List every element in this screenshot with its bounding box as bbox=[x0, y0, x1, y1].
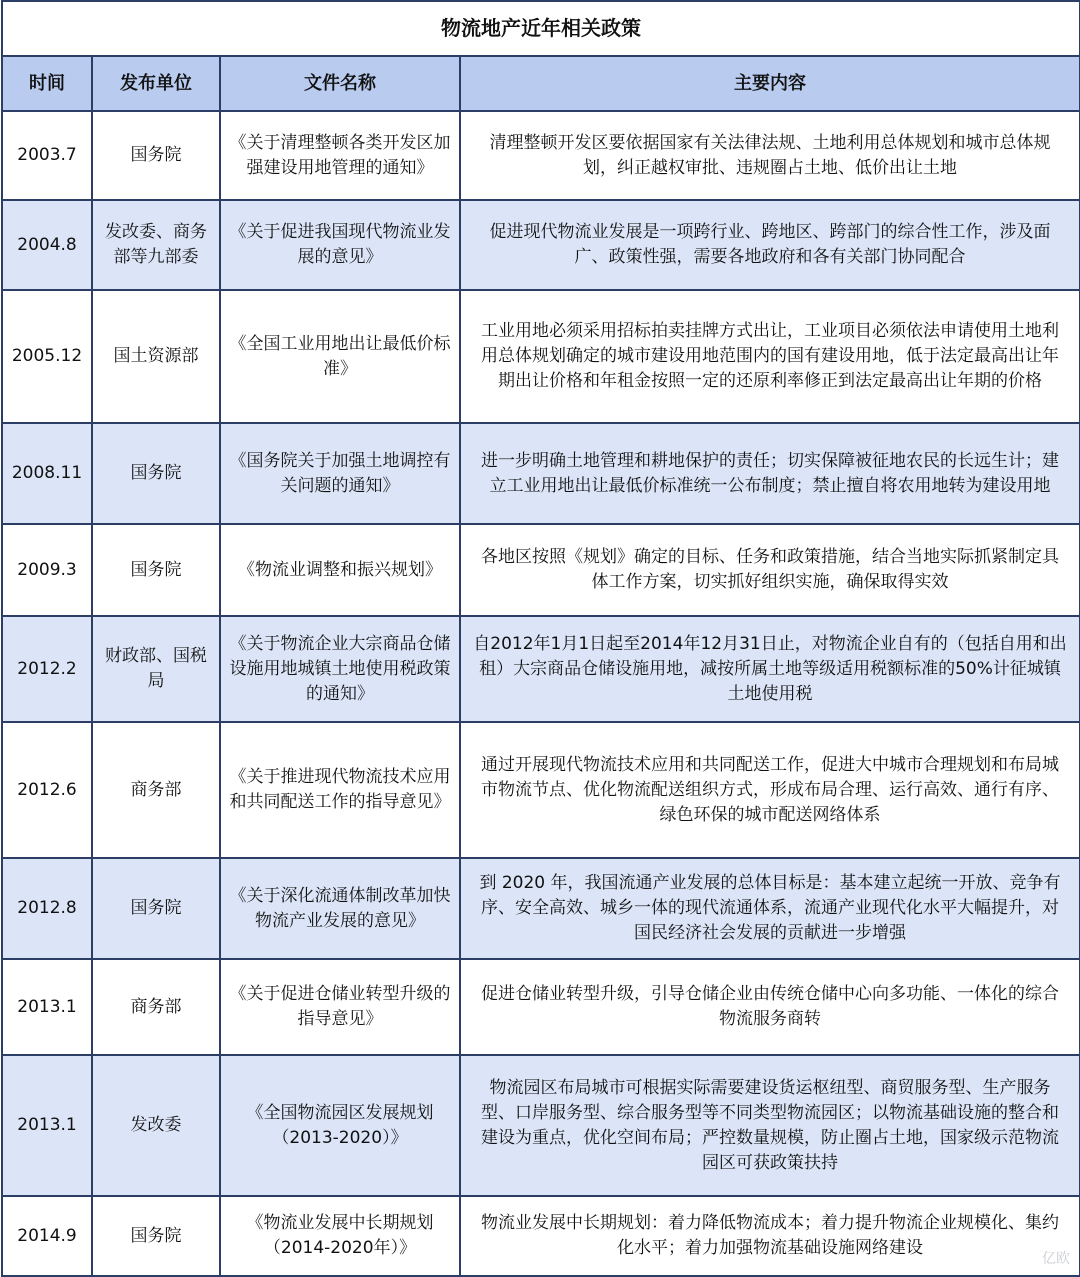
table-row bbox=[2, 200, 1080, 290]
header-document: 文件名称 bbox=[220, 56, 460, 111]
table-row bbox=[2, 111, 1080, 200]
cell-document: 《物流业发展中长期规划（2014-2020年）》 bbox=[220, 1196, 460, 1276]
cell-document: 《全国物流园区发展规划（2013-2020）》 bbox=[220, 1055, 460, 1196]
cell-time: 2005.12 bbox=[2, 290, 92, 423]
cell-document: 《关于物流企业大宗商品仓储设施用地城镇土地使用税政策的通知》 bbox=[220, 616, 460, 722]
cell-content: 自2012年1月1日起至2014年12月31日止，对物流企业自有的（包括自用和出租）大宗商品仓储设施用地，减按所属土地等级适用税额标准的50%计征城镇土地使用税 bbox=[460, 616, 1080, 722]
table-row bbox=[2, 1055, 1080, 1196]
cell-content: 清理整顿开发区要依据国家有关法律法规、土地利用总体规划和城市总体规划，纠正越权审批、违规圈占土地、低价出让土地 bbox=[460, 111, 1080, 200]
cell-document: 《物流业调整和振兴规划》 bbox=[220, 524, 460, 616]
cell-content: 到 2020 年，我国流通产业发展的总体目标是：基本建立起统一开放、竞争有序、安全高效、城乡一体的现代流通体系，流通产业现代化水平大幅提升，对国民经济社会发展的贡献进一步增强 bbox=[460, 858, 1080, 959]
header-issuer: 发布单位 bbox=[92, 56, 220, 111]
header-time: 时间 bbox=[2, 56, 92, 111]
cell-time: 2008.11 bbox=[2, 423, 92, 524]
table-row bbox=[2, 858, 1080, 959]
cell-content: 促进现代物流业发展是一项跨行业、跨地区、跨部门的综合性工作，涉及面广、政策性强，需要各地政府和各有关部门协同配合 bbox=[460, 200, 1080, 290]
cell-issuer: 国务院 bbox=[92, 111, 220, 200]
cell-document: 《关于深化流通体制改革加快物流产业发展的意见》 bbox=[220, 858, 460, 959]
header-content: 主要内容 bbox=[460, 56, 1080, 111]
cell-time: 2012.8 bbox=[2, 858, 92, 959]
cell-issuer: 商务部 bbox=[92, 959, 220, 1055]
table-row bbox=[2, 959, 1080, 1055]
table-title: 物流地产近年相关政策 bbox=[2, 1, 1080, 56]
table-title-row bbox=[2, 1, 1080, 56]
cell-issuer: 国务院 bbox=[92, 524, 220, 616]
cell-time: 2013.1 bbox=[2, 959, 92, 1055]
cell-document: 《全国工业用地出让最低价标准》 bbox=[220, 290, 460, 423]
cell-content: 物流园区布局城市可根据实际需要建设货运枢纽型、商贸服务型、生产服务型、口岸服务型、综合服务型等不同类型物流园区；以物流基础设施的整合和建设为重点，优化空间布局；严控数量规模，防止圈占土地，国家级示范物流园区可获政策扶持 bbox=[460, 1055, 1080, 1196]
cell-time: 2003.7 bbox=[2, 111, 92, 200]
policy-table bbox=[1, 0, 1080, 1277]
cell-issuer: 财政部、国税局 bbox=[92, 616, 220, 722]
cell-issuer: 国土资源部 bbox=[92, 290, 220, 423]
table-row bbox=[2, 722, 1080, 858]
cell-document: 《关于促进仓储业转型升级的指导意见》 bbox=[220, 959, 460, 1055]
cell-issuer: 商务部 bbox=[92, 722, 220, 858]
cell-time: 2012.2 bbox=[2, 616, 92, 722]
watermark-logo: 亿欧 bbox=[1042, 1251, 1070, 1267]
cell-document: 《国务院关于加强土地调控有关问题的通知》 bbox=[220, 423, 460, 524]
cell-issuer: 国务院 bbox=[92, 423, 220, 524]
cell-document: 《关于推进现代物流技术应用和共同配送工作的指导意见》 bbox=[220, 722, 460, 858]
cell-time: 2014.9 bbox=[2, 1196, 92, 1276]
cell-issuer: 国务院 bbox=[92, 1196, 220, 1276]
cell-content: 进一步明确土地管理和耕地保护的责任；切实保障被征地农民的长远生计；建立工业用地出让最低价标准统一公布制度；禁止擅自将农用地转为建设用地 bbox=[460, 423, 1080, 524]
cell-document: 《关于促进我国现代物流业发展的意见》 bbox=[220, 200, 460, 290]
cell-time: 2004.8 bbox=[2, 200, 92, 290]
cell-content: 工业用地必须采用招标拍卖挂牌方式出让，工业项目必须依法申请使用土地利用总体规划确定的城市建设用地范围内的国有建设用地，低于法定最高出让年期出让价格和年租金按照一定的还原利率修正到法定最高出让年期的价格 bbox=[460, 290, 1080, 423]
cell-time: 2013.1 bbox=[2, 1055, 92, 1196]
cell-time: 2012.6 bbox=[2, 722, 92, 858]
table-row bbox=[2, 524, 1080, 616]
table-row bbox=[2, 423, 1080, 524]
cell-issuer: 发改委、商务部等九部委 bbox=[92, 200, 220, 290]
table-row bbox=[2, 290, 1080, 423]
cell-content: 物流业发展中长期规划：着力降低物流成本；着力提升物流企业规模化、集约化水平；着力加强物流基础设施网络建设 bbox=[460, 1196, 1080, 1276]
cell-issuer: 发改委 bbox=[92, 1055, 220, 1196]
cell-issuer: 国务院 bbox=[92, 858, 220, 959]
table-header-row bbox=[2, 56, 1080, 111]
table-row bbox=[2, 1196, 1080, 1276]
cell-document: 《关于清理整顿各类开发区加强建设用地管理的通知》 bbox=[220, 111, 460, 200]
cell-content: 通过开展现代物流技术应用和共同配送工作，促进大中城市合理规划和布局城市物流节点、优化物流配送组织方式，形成布局合理、运行高效、通行有序、绿色环保的城市配送网络体系 bbox=[460, 722, 1080, 858]
cell-content: 促进仓储业转型升级，引导仓储企业由传统仓储中心向多功能、一体化的综合物流服务商转 bbox=[460, 959, 1080, 1055]
cell-time: 2009.3 bbox=[2, 524, 92, 616]
table-row bbox=[2, 616, 1080, 722]
cell-content: 各地区按照《规划》确定的目标、任务和政策措施，结合当地实际抓紧制定具体工作方案，切实抓好组织实施，确保取得实效 bbox=[460, 524, 1080, 616]
